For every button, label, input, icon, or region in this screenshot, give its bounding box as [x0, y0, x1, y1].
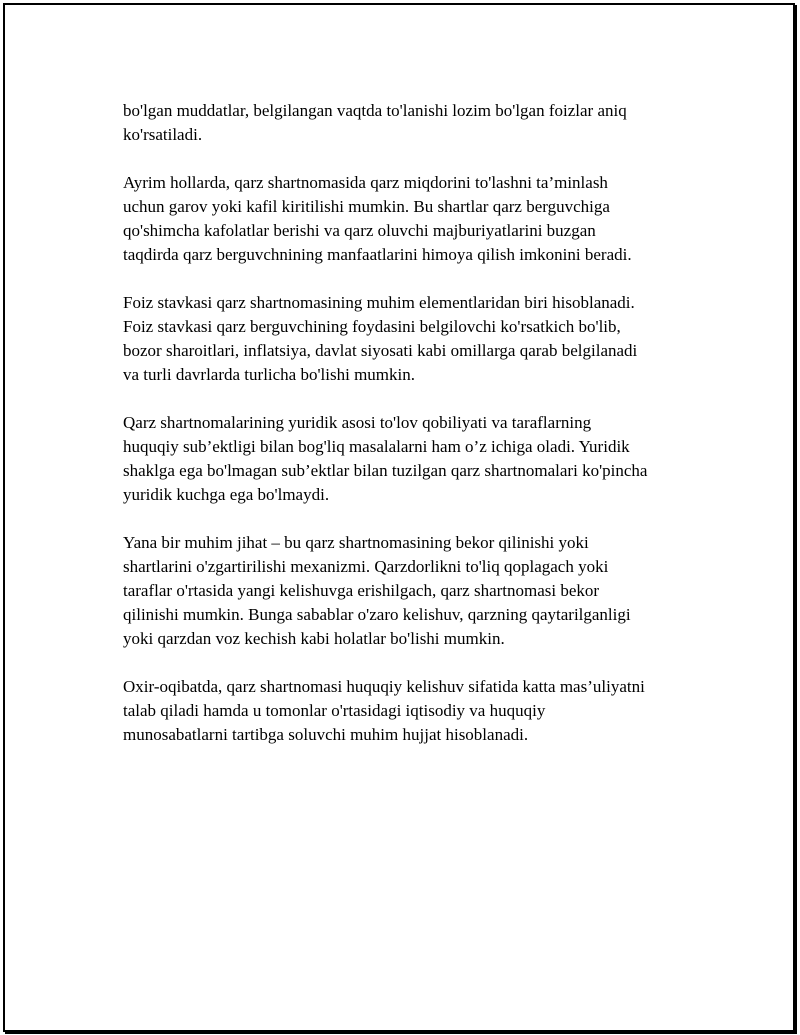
text-line: uchun garov yoki kafil kiritilishi mumkin. Bu shartlar qarz berguvchiga: [123, 197, 610, 216]
text-line: qilinishi mumkin. Bunga sabablar o'zaro kelishuv, qarzning qaytarilganligi: [123, 605, 631, 624]
document-body: [123, 99, 723, 771]
paragraph-1: [123, 99, 723, 147]
paragraph-4: [123, 411, 723, 507]
text-line: taraflar o'rtasida yangi kelishuvga erishilgach, qarz shartnomasi bekor: [123, 581, 600, 600]
text-line: Oxir-oqibatda, qarz shartnomasi huquqiy kelishuv sifatida katta mas’uliyatni: [123, 677, 645, 696]
document-page: [3, 3, 795, 1032]
text-line: yoki qarzdan voz kechish kabi holatlar bo'lishi mumkin.: [123, 629, 505, 648]
text-line: huquqiy sub’ektligi bilan bog'liq masalalarni ham o’z ichiga oladi. Yuridik: [123, 437, 630, 456]
text-line: Foiz stavkasi qarz berguvchining foydasini belgilovchi ko'rsatkich bo'lib,: [123, 317, 621, 336]
paragraph-5: [123, 531, 723, 651]
text-line: shartlarini o'zgartirilishi mexanizmi. Qarzdorlikni to'liq qoplagach yoki: [123, 557, 609, 576]
paragraph-3: [123, 291, 723, 387]
text-line: bo'lgan muddatlar, belgilangan vaqtda to'lanishi lozim bo'lgan foizlar aniq: [123, 101, 627, 120]
text-line: Yana bir muhim jihat – bu qarz shartnomasining bekor qilinishi yoki: [123, 533, 589, 552]
text-line: talab qiladi hamda u tomonlar o'rtasidagi iqtisodiy va huquqiy: [123, 701, 546, 720]
text-line: taqdirda qarz berguvchnining manfaatlarini himoya qilish imkonini beradi.: [123, 245, 632, 264]
paragraph-6: [123, 675, 723, 747]
text-line: bozor sharoitlari, inflatsiya, davlat siyosati kabi omillarga qarab belgilanadi: [123, 341, 638, 360]
text-line: qo'shimcha kafolatlar berishi va qarz oluvchi majburiyatlarini buzgan: [123, 221, 596, 240]
text-line: Foiz stavkasi qarz shartnomasining muhim elementlaridan biri hisoblanadi.: [123, 293, 635, 312]
paragraph-2: [123, 171, 723, 267]
text-line: va turli davrlarda turlicha bo'lishi mumkin.: [123, 365, 415, 384]
text-line: munosabatlarni tartibga soluvchi muhim hujjat hisoblanadi.: [123, 725, 529, 744]
text-line: shaklga ega bo'lmagan sub’ektlar bilan tuzilgan qarz shartnomalari ko'pincha: [123, 461, 648, 480]
text-line: ko'rsatiladi.: [123, 125, 203, 144]
text-line: Qarz shartnomalarining yuridik asosi to'lov qobiliyati va taraflarning: [123, 413, 592, 432]
text-line: Ayrim hollarda, qarz shartnomasida qarz miqdorini to'lashni ta’minlash: [123, 173, 608, 192]
text-line: yuridik kuchga ega bo'lmaydi.: [123, 485, 330, 504]
